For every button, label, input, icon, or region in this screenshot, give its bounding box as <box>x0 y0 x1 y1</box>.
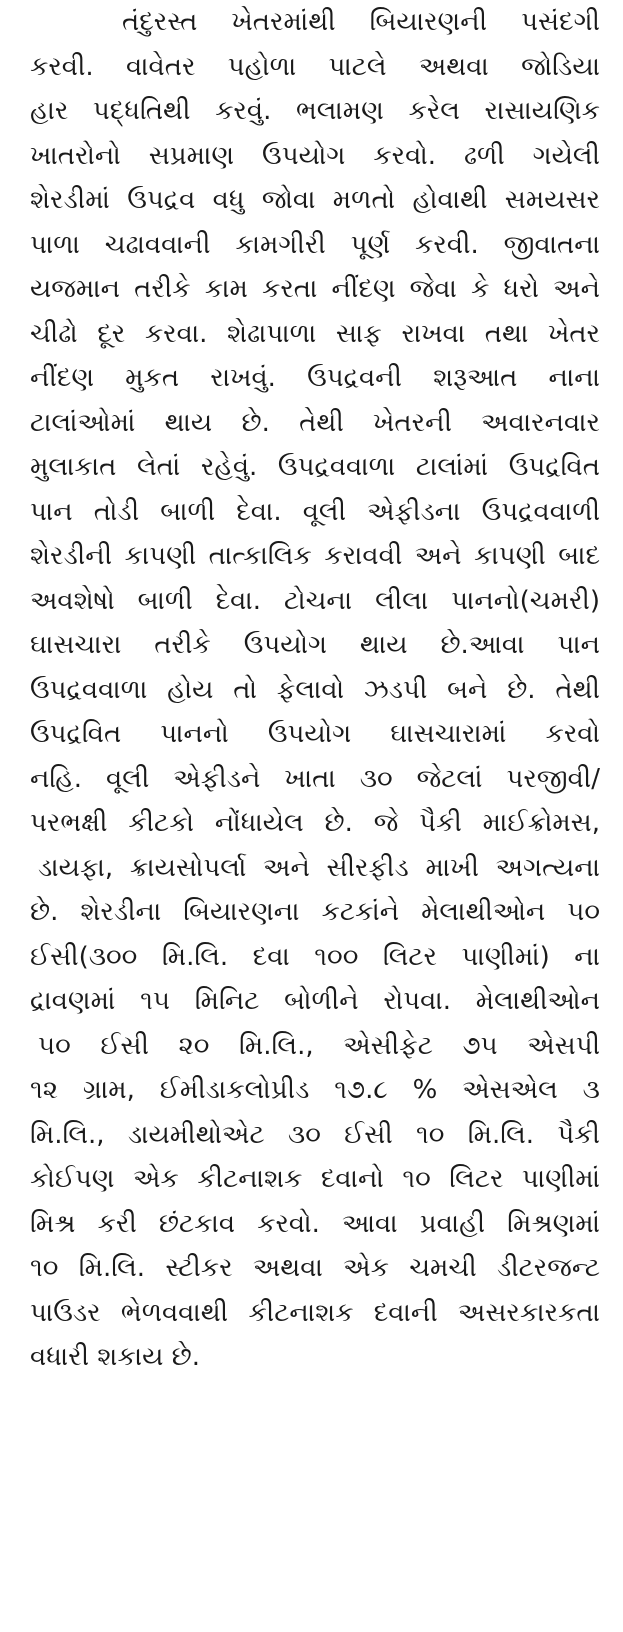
text-line-23: દ્રાવણમાં ૧૫ મિનિટ બોળીને રોપવા. મેલાથીઓન <box>30 986 600 1016</box>
text-line-1: તંદુરસ્ત ખેતરમાંથી બિયારણની પસંદગી <box>122 7 600 37</box>
text-line-8: ચીઢો દૂર કરવા. શેઢાપાળા સાફ રાખવા તથા ખેતર <box>30 318 600 349</box>
text-line-16: ઉપદ્રવવાળા હોય તો ફેલાવો ઝડપી બને છે. તેથી <box>30 674 600 705</box>
text-line-27: કોઈપણ એક કીટનાશક દવાનો ૧૦ લિટર પાણીમાં <box>30 1164 600 1194</box>
text-line-4: ખાતરોનો સપ્રમાણ ઉપયોગ કરવો. ઢળી ગયેલી <box>30 140 600 171</box>
text-line-26: મિ.લિ., ડાયમીથોએટ ૩૦ ઈસી ૧૦ મિ.લિ. પૈકી <box>30 1119 600 1150</box>
text-line-20: ડાયફા, ક્રાયસોપર્લા અને સીરફીડ માખી અગત્યના <box>38 852 600 883</box>
text-line-3: હાર પદ્ધતિથી કરવું. ભલામણ કરેલ રાસાયણિક <box>30 96 600 126</box>
text-line-12: પાન તોડી બાળી દેવા. વૂલી એફીડના ઉપદ્રવવાળી <box>30 496 600 527</box>
text-line-31: વધારી શકાય છે. <box>30 1342 201 1372</box>
paragraph <box>30 0 600 1380</box>
text-line-25: ૧૨ ગ્રામ, ઈમીડાકલોપ્રીડ ૧૭.૮ % એસએલ ૩ <box>30 1075 600 1105</box>
text-line-6: પાળા ચઢાવવાની કામગીરી પૂર્ણ કરવી. જીવાતના <box>30 229 600 260</box>
text-line-10: ટાલાંઓમાં થાય છે. તેથી ખેતરની અવારનવાર <box>30 407 600 438</box>
text-line-18: નહિ. વૂલી એફીડને ખાતા ૩૦ જેટલાં પરજીવી/ <box>30 763 600 794</box>
text-line-15: ઘાસચારા તરીકે ઉપયોગ થાય છે.આવા પાન <box>30 630 600 660</box>
text-line-14: અવશેષો બાળી દેવા. ટોચના લીલા પાનનો(ચમરી) <box>30 585 600 616</box>
text-line-21: છે. શેરડીના બિયારણના કટકાંને મેલાથીઓન ૫૦ <box>30 897 600 927</box>
text-line-11: મુલાકાત લેતાં રહેવું. ઉપદ્રવવાળા ટાલાંમાં ઉપદ્રવિત <box>30 452 600 482</box>
text-line-29: ૧૦ મિ.લિ. સ્ટીકર અથવા એક ચમચી ડીટરજન્ટ <box>30 1253 600 1283</box>
text-line-9: નીંદણ મુકત રાખવું. ઉપદ્રવની શરૂઆત નાના <box>30 363 600 393</box>
text-line-28: મિશ્ર કરી છંટકાવ કરવો. આવા પ્રવાહી મિશ્રણમાં <box>30 1208 600 1239</box>
text-line-2: કરવી. વાવેતર પહોળા પાટલે અથવા જોડિયા <box>30 51 600 82</box>
text-line-30: પાઉડર ભેળવવાથી કીટનાશક દવાની અસરકારકતા <box>30 1297 600 1328</box>
text-line-7: યજમાન તરીકે કામ કરતા નીંદણ જેવા કે ધરો અને <box>30 274 600 304</box>
text-line-5: શેરડીમાં ઉપદ્રવ વધુ જોવા મળતો હોવાથી સમયસર <box>30 185 600 215</box>
text-line-22: ઈસી(૩૦૦ મિ.લિ. દવા ૧૦૦ લિટર પાણીમાં) ના <box>30 941 600 972</box>
text-line-17: ઉપદ્રવિત પાનનો ઉપયોગ ઘાસચારામાં કરવો <box>30 719 600 749</box>
text-line-19: પરભક્ષી કીટકો નોંધાયેલ છે. જે પૈકી માઈક્રોમસ, <box>30 808 600 838</box>
text-line-24: ૫૦ ઈસી ૨૦ મિ.લિ., એસીફેટ ૭૫ એસપી <box>38 1030 600 1061</box>
text-line-13: શેરડીની કાપણી તાત્કાલિક કરાવવી અને કાપણી બાદ <box>30 541 600 571</box>
